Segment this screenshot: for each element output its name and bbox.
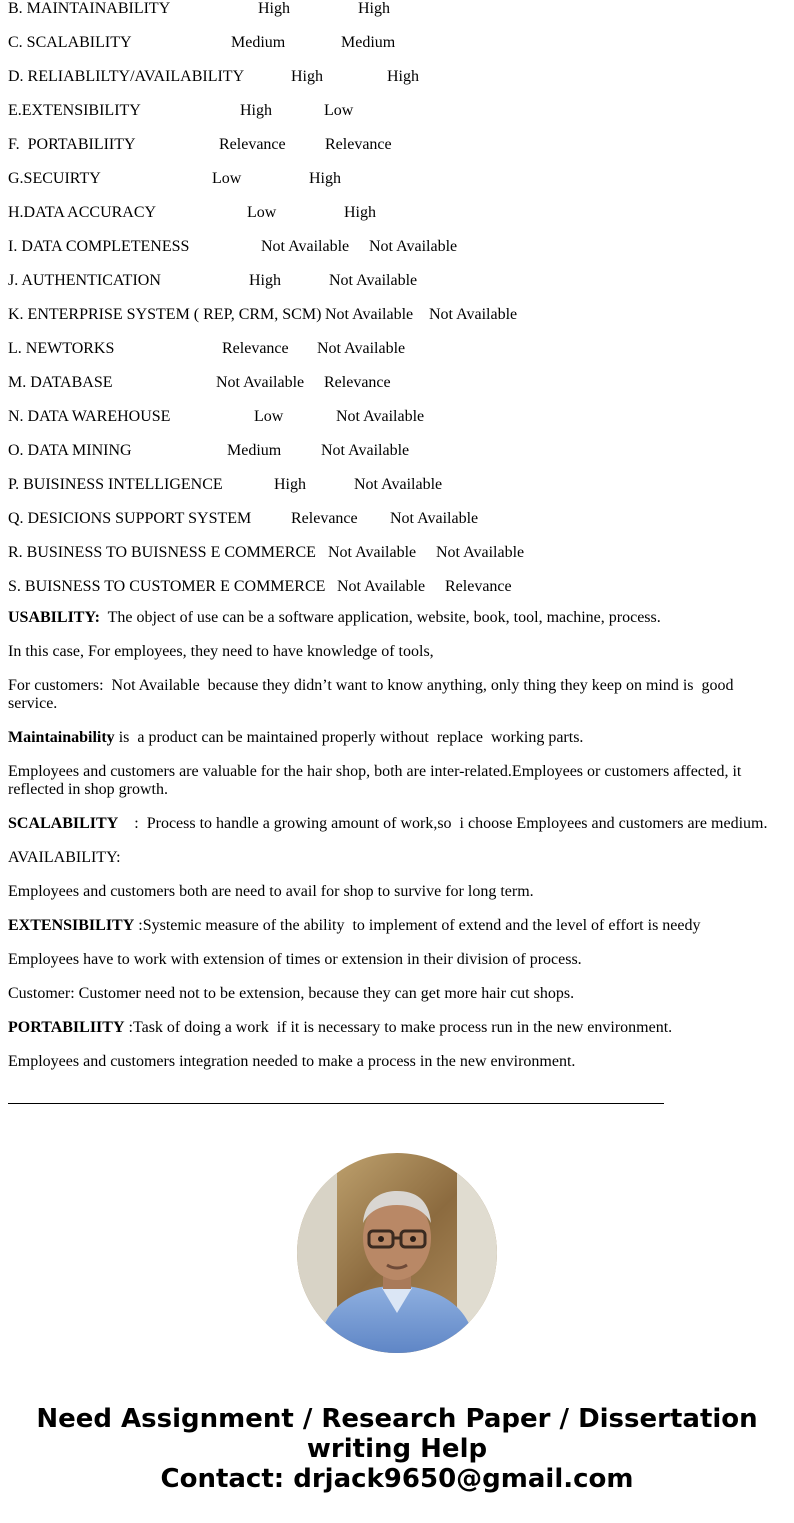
customers-rating: High: [309, 170, 341, 187]
attribute-label: S. BUISNESS TO CUSTOMER E COMMERCE: [8, 578, 326, 595]
horizontal-divider: [8, 1103, 664, 1104]
employees-rating: High: [258, 0, 290, 17]
customers-rating: Not Available: [321, 442, 410, 459]
explanation-section: [8, 609, 778, 1087]
term-label: SCALABILITY: [8, 815, 119, 832]
table-row: [0, 204, 794, 224]
attribute-label: B. MAINTAINABILITY: [8, 0, 171, 17]
customers-rating: Low: [324, 102, 354, 119]
attribute-label: P. BUISINESS INTELLIGENCE: [8, 476, 223, 493]
table-row: [0, 170, 794, 190]
employees-rating: Not Available: [328, 544, 417, 561]
paragraph: [8, 883, 778, 901]
paragraph-text: AVAILABILITY:: [8, 849, 121, 866]
table-row: [0, 238, 794, 258]
person-photo-icon: [297, 1153, 497, 1353]
customers-rating: Medium: [341, 34, 396, 51]
paragraph-text: In this case, For employees, they need to have knowledge of tools,: [8, 643, 434, 660]
table-row: [0, 476, 794, 496]
term-label: EXTENSIBILITY: [8, 917, 135, 934]
contact-line: Contact: drjack9650@gmail.com: [160, 1464, 634, 1494]
attribute-label: D. RELIABLILTY/AVAILABILITY: [8, 68, 245, 85]
paragraph: [8, 643, 778, 661]
customers-rating: Not Available: [369, 238, 458, 255]
table-row: [0, 68, 794, 88]
attribute-label: H.DATA ACCURACY: [8, 204, 157, 221]
attribute-label: M. DATABASE: [8, 374, 113, 391]
employees-rating: Not Available: [216, 374, 305, 391]
table-row: [0, 102, 794, 122]
paragraph-text: Employees and customers integration needed to make a process in the new environment.: [8, 1053, 576, 1070]
paragraph-maintainability: [8, 729, 778, 747]
table-row: [0, 0, 794, 20]
customers-rating: Not Available: [317, 340, 406, 357]
paragraph-text: :Task of doing a work if it is necessary to make process run in the new environment.: [124, 1019, 673, 1036]
attribute-label: Q. DESICIONS SUPPORT SYSTEM: [8, 510, 252, 527]
paragraph-text: :Systemic measure of the ability to implement of extend and the level of effort is needy: [134, 917, 701, 934]
customers-rating: High: [358, 0, 390, 17]
paragraph-text: is a product can be maintained properly without replace working parts.: [114, 729, 584, 746]
paragraph-availability: [8, 849, 778, 867]
table-row: [0, 136, 794, 156]
table-row: [0, 272, 794, 292]
assignment-help-banner: [0, 1404, 794, 1494]
attribute-label: L. NEWTORKS: [8, 340, 115, 357]
paragraph-portability: [8, 1019, 778, 1037]
banner-line: Need Assignment / Research Paper / Dissertation: [36, 1404, 758, 1434]
employees-rating: Not Available: [261, 238, 350, 255]
attribute-label: R. BUSINESS TO BUISNESS E COMMERCE: [8, 544, 316, 561]
paragraph: [8, 951, 778, 969]
employees-rating: Medium: [227, 442, 282, 459]
banner-line: writing Help: [306, 1434, 488, 1464]
paragraph-text: Employees and customers are valuable for the hair shop, both are inter-related.Employees or customers affected, it reflected in shop growth.: [8, 763, 746, 798]
employees-rating: Low: [247, 204, 277, 221]
table-row: [0, 374, 794, 394]
customers-rating: Relevance: [445, 578, 512, 595]
employees-rating: Not Available: [337, 578, 426, 595]
table-row: [0, 34, 794, 54]
attribute-label: O. DATA MINING: [8, 442, 132, 459]
table-row: [0, 408, 794, 428]
attribute-label: F. PORTABILIITY: [8, 136, 136, 153]
customers-rating: Not Available: [329, 272, 418, 289]
table-row: [0, 578, 794, 598]
employees-rating: High: [274, 476, 306, 493]
paragraph-text: Customer: Customer need not to be extension, because they can get more hair cut shops.: [8, 985, 575, 1002]
table-row: [0, 442, 794, 462]
table-row: [0, 306, 794, 326]
paragraph-text: The object of use can be a software application, website, book, tool, machine, process.: [99, 609, 661, 626]
paragraph-text: For customers: Not Available because they didn’t want to know anything, only thing they keep on mind is good service.: [8, 677, 738, 712]
paragraph-text: Employees have to work with extension of times or extension in their division of process.: [8, 951, 582, 968]
term-label: Maintainability: [8, 729, 115, 746]
customers-rating: Relevance: [325, 136, 392, 153]
customers-rating: Not Available: [429, 306, 518, 323]
customers-rating: High: [387, 68, 419, 85]
table-row: [0, 544, 794, 564]
attribute-label: I. DATA COMPLETENESS: [8, 238, 190, 255]
term-label: USABILITY:: [8, 609, 100, 626]
attribute-label: G.SECUIRTY: [8, 170, 101, 187]
employees-rating: High: [291, 68, 323, 85]
attribute-label: E.EXTENSIBILITY: [8, 102, 141, 119]
paragraph: [8, 677, 778, 713]
customers-rating: Not Available: [390, 510, 479, 527]
table-row: [0, 510, 794, 530]
paragraph-text: Employees and customers both are need to avail for shop to survive for long term.: [8, 883, 534, 900]
paragraph-scalability: [8, 815, 778, 833]
employees-rating: Medium: [231, 34, 286, 51]
rating-table: [0, 0, 794, 600]
customers-rating: High: [344, 204, 376, 221]
employees-rating: Relevance: [222, 340, 289, 357]
paragraph: [8, 763, 778, 799]
attribute-label: K. ENTERPRISE SYSTEM ( REP, CRM, SCM): [8, 306, 322, 323]
employees-rating: Relevance: [291, 510, 358, 527]
attribute-label: C. SCALABILITY: [8, 34, 132, 51]
paragraph-text: : Process to handle a growing amount of work,so i choose Employees and customers are medium.: [118, 815, 768, 832]
table-row: [0, 340, 794, 360]
employees-rating: Relevance: [219, 136, 286, 153]
employees-rating: High: [240, 102, 272, 119]
customers-rating: Relevance: [324, 374, 391, 391]
attribute-label: J. AUTHENTICATION: [8, 272, 161, 289]
employees-rating: Low: [212, 170, 242, 187]
employees-rating: Low: [254, 408, 284, 425]
paragraph-extensibility: [8, 917, 778, 935]
employees-rating: Not Available: [325, 306, 414, 323]
paragraph-usability: [8, 609, 778, 627]
customers-rating: Not Available: [336, 408, 425, 425]
author-avatar: [297, 1153, 497, 1353]
paragraph: [8, 985, 778, 1003]
attribute-label: N. DATA WAREHOUSE: [8, 408, 171, 425]
customers-rating: Not Available: [354, 476, 443, 493]
term-label: PORTABILIITY: [8, 1019, 125, 1036]
employees-rating: High: [249, 272, 281, 289]
paragraph: [8, 1053, 778, 1071]
customers-rating: Not Available: [436, 544, 525, 561]
